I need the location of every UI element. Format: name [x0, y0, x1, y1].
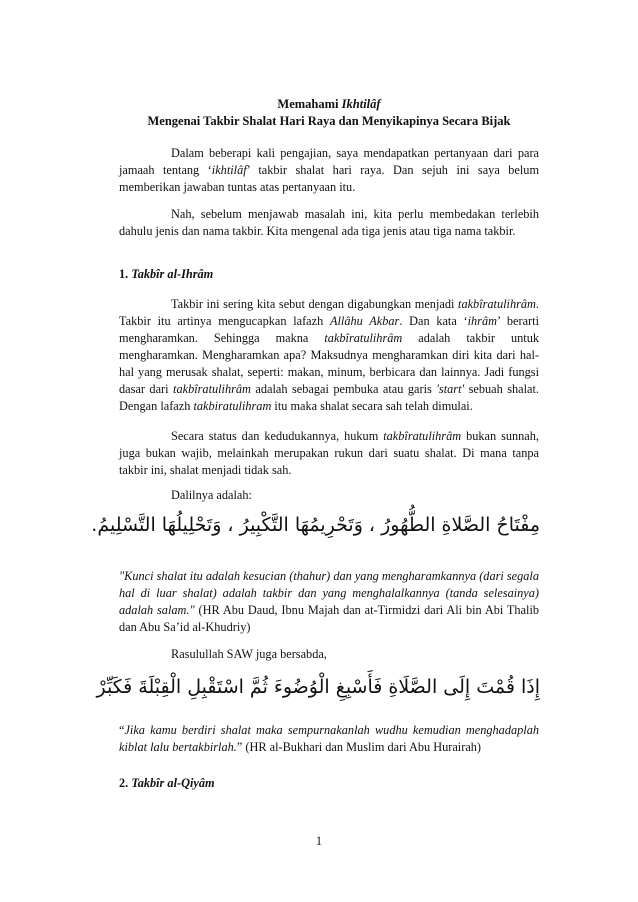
text-run: itu maka shalat secara sah telah dimulai.	[271, 399, 473, 413]
document-title-line2: Mengenai Takbir Shalat Hari Raya dan Menyikapinya Secara Bijak	[147, 114, 511, 128]
section-1-heading	[119, 267, 213, 282]
hadith-2-translation	[119, 722, 539, 756]
text-run: adalah takbir untuk mengharamkan. Mengharamkan apa? Maksudnya mengharamkan diri kita dari hal-hal yang merusak shalat, seperti: makan, minum, berbicara dan lainnya. Jadi fungsi dasar dari	[119, 331, 539, 396]
intro-paragraph-1	[119, 145, 539, 196]
hadith-source: ” (HR al-Bukhari dan Muslim dari Abu Hurairah)	[236, 740, 482, 754]
arabic-hadith-2: إِذَا قُمْتَ إِلَى الصَّلَاةِ فَأَسْبِغِ الْوُضُوءَ ثُمَّ اسْتَقْبِلِ الْقِبْلَةَ فَكَبِّرْ	[96, 676, 540, 698]
text-run: Secara status dan kedudukannya, hukum	[171, 429, 384, 443]
italic-term: takbîratulihrâm	[458, 297, 536, 311]
italic-term: takbîratulihrâm	[173, 382, 251, 396]
text-run: sebelum menjawab masalah ini, kita perlu membedakan terlebih dahulu jenis dan nama takbir. Kita mengenal ada tiga jenis atau tiga nama takbir.	[119, 207, 539, 238]
section-title: Takbîr al-Ihrâm	[131, 267, 214, 281]
text-run: Dalam beberapi kali pengajian, saya mendapatkan pertanyaan dari para jamaah tentang ‘	[119, 146, 539, 177]
italic-term: ihrâm	[467, 314, 497, 328]
quote-mark: “	[119, 723, 125, 737]
text-run: ’ berarti mengharamkan. Sehingga makna	[119, 314, 539, 345]
text-run: sebuah shalat. Dengan lafazh	[119, 382, 539, 413]
italic-term: ikhtilâf	[211, 163, 247, 177]
hadith-source: (HR Abu Daud, Ibnu Majah dan at-Tirmidzi dari Ali bin Abi Thalib dan Abu Sa’id al-Khudriy)	[119, 603, 540, 634]
italic-term: takbîratulihrâm	[324, 331, 403, 345]
text-run: adalah sebagai pembuka atau garis	[250, 382, 437, 396]
intro-paragraph-2	[119, 206, 539, 240]
text-run: ’ takbir shalat hari raya. Dan sejuh ini saya belum memberikan jawaban tuntas atas pertanyaan itu.	[119, 163, 540, 194]
page-number: 1	[315, 834, 323, 848]
section-2-heading	[119, 776, 215, 791]
italic-term: takbiratulihram	[193, 399, 272, 413]
text-run: Nah,	[171, 207, 195, 221]
section-1-paragraph-2	[119, 428, 539, 479]
italic-term: takbîratulihrâm	[383, 429, 462, 443]
rasul-label: Rasulullah SAW juga bersabda,	[171, 647, 327, 661]
section-number: 2.	[119, 776, 129, 790]
document-title-line1	[119, 96, 539, 113]
text-run: bukan sunnah, juga bukan wajib, melainkah merupakan rukun dari suatu shalat. Di mana tanpa takbir ini, shalat menjadi tidak sah.	[119, 429, 539, 477]
text-run: Takbir ini sering kita sebut dengan digabungkan menjadi	[171, 297, 459, 311]
title-prefix: Memahami	[277, 97, 342, 111]
section-title: Takbîr al-Qiyâm	[131, 776, 215, 790]
text-run: . Takbir itu artinya mengucapkan lafazh	[119, 297, 539, 328]
italic-quote: "Kunci shalat itu adalah kesucian (thahur) dan yang mengharamkannya (dari segala hal di luar shalat) adalah takbir dan yang menghalalkannya (tanda selesainya) adalah salam."	[119, 569, 539, 617]
text-run: . Dan kata ‘	[399, 314, 468, 328]
arabic-hadith-1: مِفْتَاحُ الصَّلاةِ الطُّهُورُ ، وَتَحْرِيمُهَا التَّكْبِيرُ ، وَتَحْلِيلُهَا التَّسْلِيمُ.	[91, 514, 540, 536]
section-1-paragraph-1	[119, 296, 539, 415]
dalil-label: Dalilnya adalah:	[171, 488, 252, 502]
italic-term: Allâhu Akbar	[329, 314, 400, 328]
italic-quote: Jika kamu berdiri shalat maka sempurnakanlah wudhu kemudian menghadaplah kiblat lalu bertakbirlah.	[119, 723, 539, 754]
section-number: 1.	[119, 267, 129, 281]
title-italic-term: Ikhtilâf	[341, 97, 381, 111]
hadith-1-translation	[119, 568, 539, 636]
italic-term: 'start'	[436, 382, 465, 396]
